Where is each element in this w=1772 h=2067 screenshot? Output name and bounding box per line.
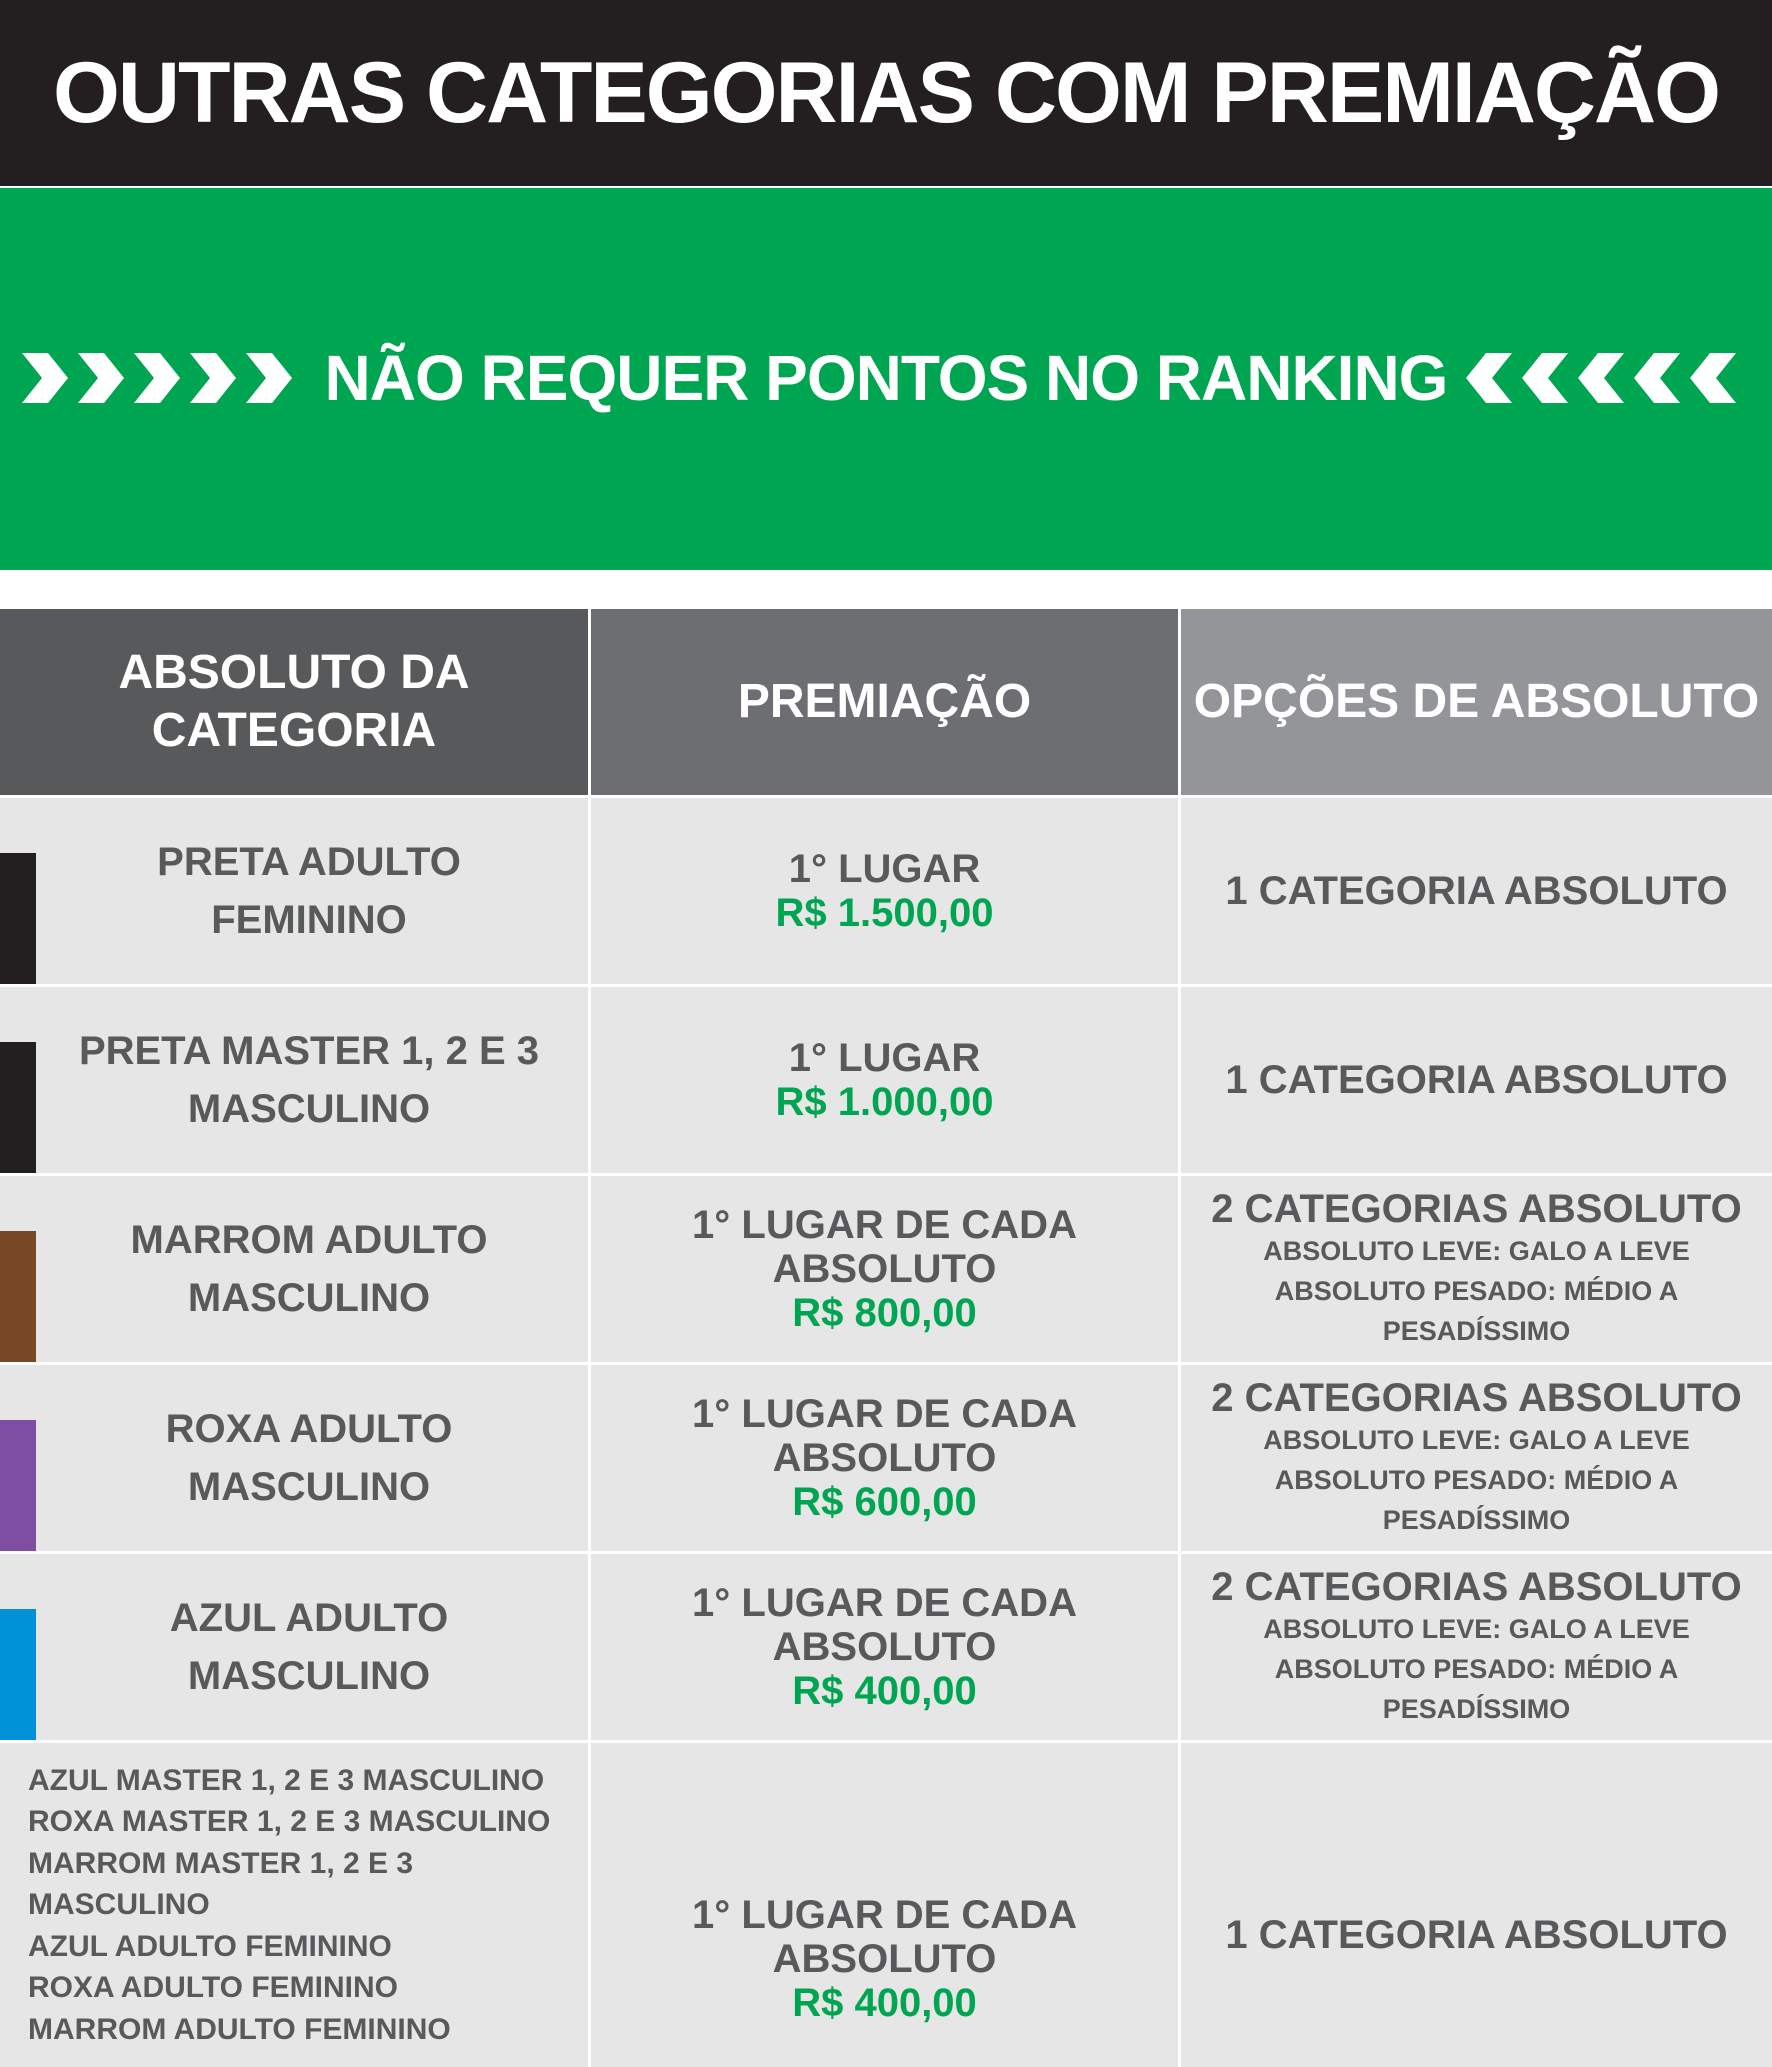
prize-cell: 1° LUGAR R$ 1.000,00 (775, 1036, 994, 1124)
header-options: OPÇÕES DE ABSOLUTO (1181, 609, 1772, 795)
title-bar (0, 0, 1772, 186)
prize-cell: 1° LUGAR DE CADA ABSOLUTO R$ 800,00 (692, 1203, 1077, 1335)
category-cell: PRETA MASTER 1, 2 E 3 MASCULINO (78, 1029, 540, 1131)
option-cell: 1 CATEGORIA ABSOLUTO (1225, 1913, 1728, 1957)
prize-cell: 1° LUGAR DE CADA ABSOLUTO R$ 400,00 (692, 1581, 1077, 1713)
option-cell: 1 CATEGORIA ABSOLUTO (1225, 1058, 1728, 1102)
category-cell: PRETA ADULTO FEMININO (157, 840, 461, 942)
table-row (0, 987, 1772, 1173)
header-category: ABSOLUTO DA CATEGORIA (0, 609, 588, 795)
list-item: AZUL ADULTO FEMININO (28, 1929, 392, 1963)
category-list-cell (0, 1743, 588, 2067)
category-cell: ROXA ADULTO MASCULINO (165, 1407, 453, 1509)
prize-amount: R$ 1.000,00 (775, 1080, 994, 1124)
header-prize: PREMIAÇÃO (591, 609, 1178, 795)
banner-text: NÃO REQUER PONTOS NO RANKING (324, 342, 1448, 414)
table-row (0, 1365, 1772, 1551)
list-item: MARROM ADULTO FEMININO (28, 2012, 451, 2046)
prize-amount: R$ 800,00 (792, 1291, 977, 1335)
list-item: ROXA ADULTO FEMININO (28, 1971, 398, 2005)
list-item: ROXA MASTER 1, 2 E 3 MASCULINO (28, 1805, 551, 1839)
list-item: AZUL MASTER 1, 2 E 3 MASCULINO (28, 1763, 545, 1797)
prize-amount: R$ 600,00 (792, 1480, 977, 1524)
prize-amount: R$ 1.500,00 (775, 891, 994, 935)
category-cell: MARROM ADULTO MASCULINO (130, 1218, 488, 1320)
option-cell: 1 CATEGORIA ABSOLUTO (1225, 869, 1728, 913)
page-title: OUTRAS CATEGORIAS COM PREMIAÇÃO (53, 44, 1719, 141)
prize-cell: 1° LUGAR R$ 1.500,00 (775, 847, 994, 935)
option-cell: 2 CATEGORIAS ABSOLUTO ABSOLUTO LEVE: GALO A LEVE ABSOLUTO PESADO: MÉDIO A PESADÍSSIMO (1211, 1565, 1742, 1724)
prize-cell: 1° LUGAR DE CADA ABSOLUTO R$ 600,00 (692, 1392, 1077, 1524)
prize-cell: 1° LUGAR DE CADA ABSOLUTO R$ 400,00 (692, 1893, 1077, 2025)
table-row (0, 1743, 1772, 2067)
list-item: MARROM MASTER 1, 2 E 3 MASCULINO (28, 1846, 414, 1922)
prize-amount: R$ 400,00 (792, 1669, 977, 1713)
prize-amount: R$ 400,00 (792, 1981, 977, 2025)
ranking-banner (0, 188, 1772, 570)
option-cell: 2 CATEGORIAS ABSOLUTO ABSOLUTO LEVE: GALO A LEVE ABSOLUTO PESADO: MÉDIO A PESADÍSSIMO (1211, 1376, 1742, 1535)
chevrons-left-icon (1466, 353, 1750, 403)
category-cell: AZUL ADULTO MASCULINO (169, 1596, 449, 1698)
option-cell: 2 CATEGORIAS ABSOLUTO ABSOLUTO LEVE: GALO A LEVE ABSOLUTO PESADO: MÉDIO A PESADÍSSIMO (1211, 1187, 1742, 1346)
table-row (0, 1176, 1772, 1362)
table-row (0, 798, 1772, 984)
table-row (0, 1554, 1772, 1740)
